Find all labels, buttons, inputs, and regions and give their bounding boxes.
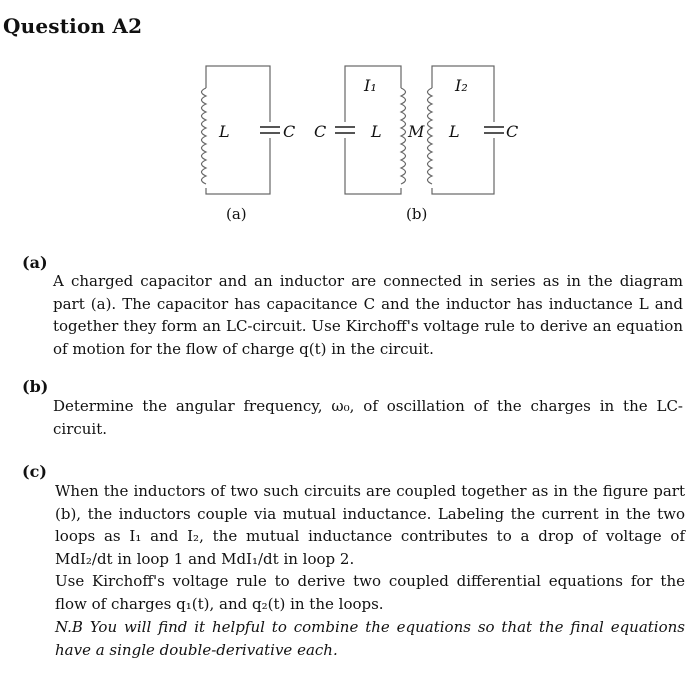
part-c-note: N.B You will find it helpful to combine the equations so that the final equations have a single double-derivative each. [55,618,685,659]
capacitor-a [260,122,280,138]
inductor-a-coil [200,88,212,188]
part-c-text-1: When the inductors of two such circuits are coupled together as in the figure part (b), the inductors couple via mutual inductance. Labeling the current in the two loops as I₁ and I₂, the mutual inductance contributes to a drop of voltage of MdI₂/dt in loop 1 and MdI₁/dt in loop 2. [55,482,685,568]
label-b-capacitor-left: C [314,122,327,141]
label-b-inductor-left: L [371,122,382,141]
part-c-label: (c) [22,462,47,481]
part-b-label: (b) [22,377,49,396]
part-a-label: (a) [22,253,48,272]
label-b-capacitor-right: C [506,122,519,141]
circuit-a [200,66,280,194]
question-title: Question A2 [3,14,143,38]
label-b-inductor-right: L [449,122,460,141]
label-a-capacitor: C [283,122,296,141]
caption-a: (a) [226,205,247,223]
label-b-current-1: I₁ [364,76,377,95]
part-b-text: Determine the angular frequency, ω₀, of oscillation of the charges in the LC-circuit. [53,397,683,438]
part-c-text-2: Use Kirchoff's voltage rule to derive two coupled differential equations for the flow of charges q₁(t), and q₂(t) in the loops. [55,572,685,613]
label-b-current-2: I₂ [455,76,468,95]
label-a-inductor: L [219,122,230,141]
part-a-text: A charged capacitor and an inductor are connected in series as in the diagram part (a). The capacitor has capacitance C and the inductor has inductance L and together they form an LC-circuit. Use Kirchoff's voltage rule to derive an equation of motion for the flow of charge q(t) in the circuit. [53,272,683,358]
caption-b: (b) [406,205,428,223]
circuit-figure [0,0,699,240]
label-b-mutual-inductance: M [408,122,425,141]
